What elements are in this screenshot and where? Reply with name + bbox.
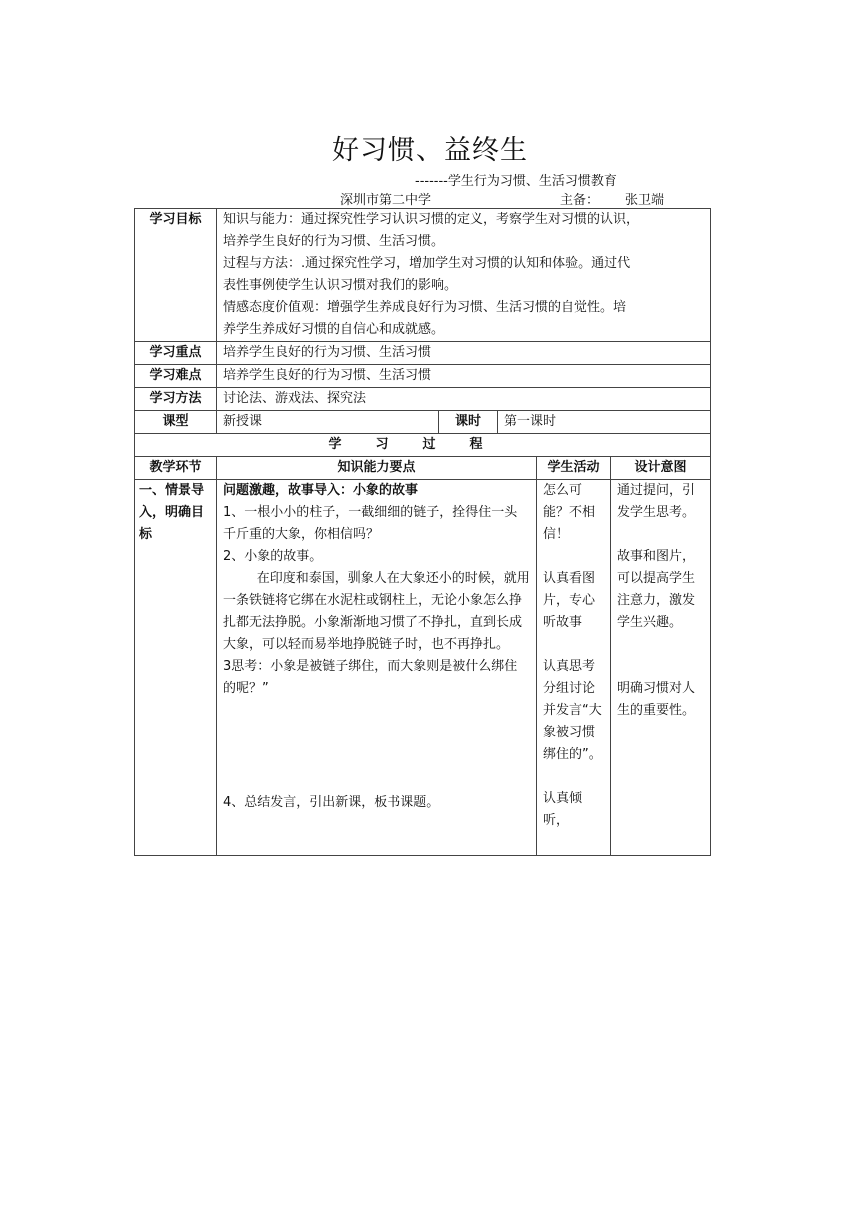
story-text: 在印度和泰国，驯象人在大象还小的时候，就用一条铁链将它绑在水泥柱或钢柱上，无论小象怎么挣扎都无法挣脱。小象渐渐地习惯了不挣扎，直到长成大象，可以轻而易举地挣脱链子时，也不再挣扎。 [223,571,530,652]
lesson-type-label: 课型 [135,411,217,434]
key-point-value: 培养学生良好的行为习惯、生活习惯 [217,342,711,365]
method-label: 学习方法 [135,388,217,411]
school-name: 深圳市第二中学 [340,193,432,208]
objectives-content [217,209,711,342]
col-header-points: 知识能力要点 [217,457,537,480]
author-line [560,189,664,208]
stage-points [217,480,537,856]
method-value: 讨论法、游戏法、探究法 [217,388,711,411]
intent-item: 故事和图片，可以提高学生注意力，激发学生兴趣。 [617,549,696,630]
activity-item: 怎么可能？不相信！ [543,483,596,542]
document-title: 好习惯、益终生 [332,135,528,166]
col-header-activity: 学生活动 [537,457,611,480]
question-3: 3思考：小象是被链子绑住，而大象则是被什么绑住的呢？” [223,659,518,696]
stage-row [135,480,711,856]
design-intent [611,480,711,856]
method-row [135,388,711,411]
objectives-row [135,209,711,342]
activity-item: 认真倾听， [543,791,583,828]
question-2: 2、小象的故事。 [223,549,323,564]
lesson-type-value: 新授课 [217,411,439,434]
column-header-row [135,457,711,480]
difficulty-row [135,365,711,388]
process-heading-row [135,434,711,457]
objective-line: 过程与方法：.通过探究性学习，增加学生对习惯的认知和体验。通过代 [223,256,631,271]
stage-heading: 问题激趣，故事导入：小象的故事 [223,483,419,498]
period-label: 课时 [439,411,498,434]
col-header-stage: 教学环节 [135,457,217,480]
difficulty-label: 学习难点 [135,365,217,388]
intent-item: 通过提问，引发学生思考。 [617,483,696,520]
author-name: 张卫端 [625,193,665,208]
question-4: 4、总结发言，引出新课，板书课题。 [223,795,440,810]
lesson-type-row [135,411,711,434]
key-point-row [135,342,711,365]
process-heading: 学习过程 [135,434,711,457]
difficulty-value: 培养学生良好的行为习惯、生活习惯 [217,365,711,388]
activity-item: 认真看图片，专心听故事 [543,571,596,630]
stage-name: 一、情景导入，明确目标 [135,480,217,856]
document-subtitle: -------学生行为习惯、生活习惯教育 [415,174,617,189]
col-header-intent: 设计意图 [611,457,711,480]
period-value: 第一课时 [498,411,711,434]
intent-item: 明确习惯对人生的重要性。 [617,681,696,718]
objectives-label: 学习目标 [135,209,217,342]
lesson-plan-table [134,208,711,856]
question-1: 1、一根小小的柱子，一截细细的链子，拴得住一头千斤重的大象，你相信吗？ [223,505,518,542]
objective-line: 情感态度价值观：增强学生养成良好行为习惯、生活习惯的自觉性。培 [223,300,627,315]
objective-line: 培养学生良好的行为习惯、生活习惯。 [223,234,445,249]
objective-line: 养学生养成好习惯的自信心和成就感。 [223,322,445,337]
student-activity [537,480,611,856]
key-point-label: 学习重点 [135,342,217,365]
objective-line: 知识与能力：通过探究性学习认识习惯的定义，考察学生对习惯的认识， [223,212,640,227]
activity-item: 认真思考分组讨论并发言“大象被习惯绑住的”。 [543,659,602,762]
objective-line: 表性事例使学生认识习惯对我们的影响。 [223,278,458,293]
author-label: 主备： [560,193,600,208]
